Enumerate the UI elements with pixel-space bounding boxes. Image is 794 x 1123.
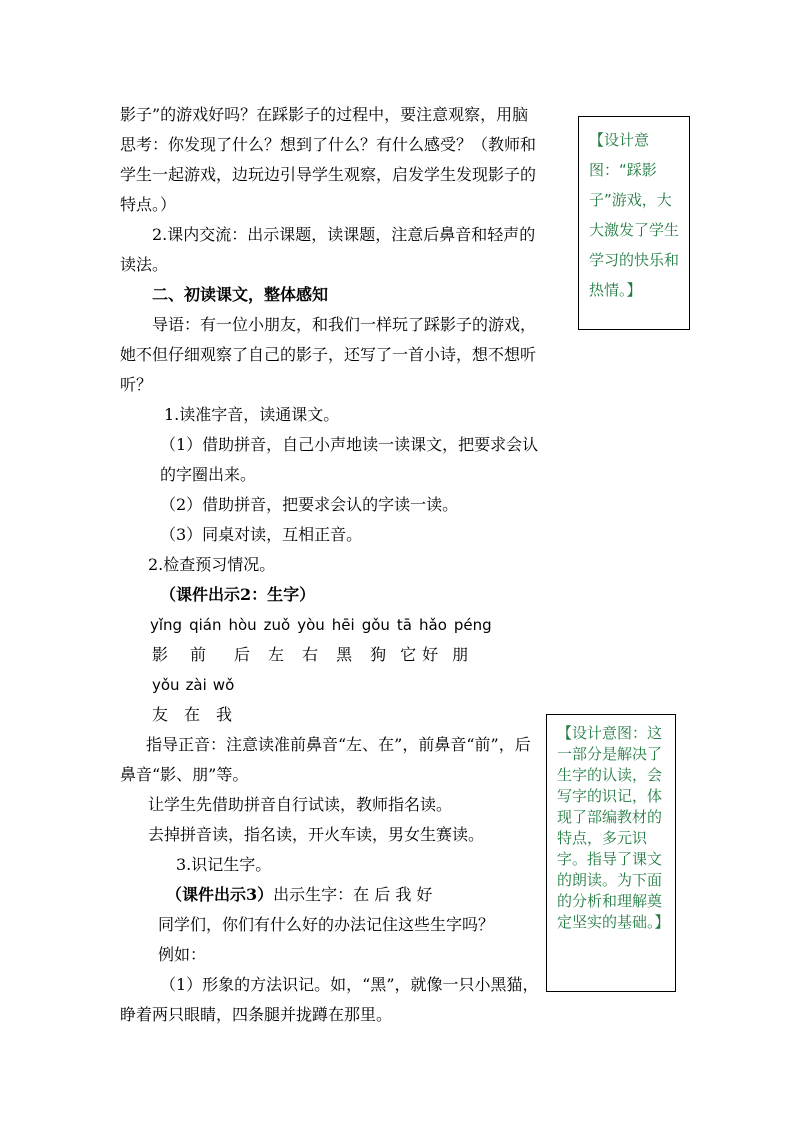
paragraph-read-without-pinyin: 去掉拼音读，指名读，开火车读，男女生赛读。 <box>148 825 485 844</box>
character: 在 <box>184 705 201 724</box>
pinyin: hòu <box>228 616 257 634</box>
pinyin: qián <box>189 616 222 634</box>
paragraph-example: 例如： <box>158 945 207 964</box>
pinyin: yǒu <box>152 676 180 694</box>
pinyin: zuǒ <box>263 616 291 634</box>
character: 后 <box>234 645 251 664</box>
step-2: （2）借助拼音，把要求会认的字读一读。 <box>160 495 459 514</box>
char-row-1 <box>120 640 540 670</box>
character: 朋 <box>452 645 469 664</box>
step-3: （3）同桌对读，互相正音。 <box>160 525 363 544</box>
pinyin: zài <box>185 676 207 694</box>
step-1: （1）借助拼音，自己小声地读一读课文，把要求会认的字圈出来。 <box>160 435 539 484</box>
character: 黑 <box>336 645 353 664</box>
character: 前 <box>190 645 207 664</box>
step-read-pronunciation: 1.读准字音，读通课文。 <box>164 405 340 424</box>
paragraph-game: 影子”的游戏好吗？在踩影子的过程中，要注意观察，用脑思考：你发现了什么？想到了什么？有什么感受？（教师和学生一起游戏，边玩边引导学生观察，启发学生发现影子的特点。） <box>120 105 537 214</box>
character: 影 <box>152 645 169 664</box>
paragraph-method-1: （1）形象的方法识记。如，“黑”，就像一只小黑猫，睁着两只眼睛，四条腿并拢蹲在那里。 <box>120 975 539 1024</box>
paragraph-intro: 导语：有一位小朋友，和我们一样玩了踩影子的游戏，她不但仔细观察了自己的影子，还写了一首小诗，想不想听听？ <box>120 315 537 394</box>
design-intent-text-1: 【设计意图：“踩影子”游戏，大大激发了学生学习的快乐和热情。】 <box>589 131 680 299</box>
courseware-2: （课件出示2：生字） <box>160 585 316 604</box>
design-intent-box-1 <box>578 116 690 330</box>
lesson-text <box>120 100 540 1030</box>
step-memorize: 3.识记生字。 <box>176 855 272 874</box>
character: 左 <box>268 645 285 664</box>
character: 好 <box>422 645 439 664</box>
pinyin-row-1 <box>120 610 540 640</box>
courseware-3 <box>120 880 540 910</box>
courseware-3-label: （课件出示3） <box>166 885 274 904</box>
paragraph-class-exchange: 2.课内交流：出示课题，读课题，注意后鼻音和轻声的读法。 <box>120 225 536 274</box>
character: 友 <box>152 705 169 724</box>
character: 狗 <box>370 645 387 664</box>
courseware-3-content: 出示生字：在 后 我 好 <box>273 885 433 904</box>
section-heading: 二、初读课文，整体感知 <box>152 285 329 304</box>
pinyin: hǎo <box>419 616 447 634</box>
paragraph-pronunciation: 指导正音：注意读准前鼻音“左、在”，前鼻音“前”，后鼻音“影、朋”等。 <box>120 735 531 784</box>
pinyin-row-2 <box>120 670 540 700</box>
pinyin: péng <box>453 616 492 634</box>
char-row-2 <box>120 700 540 730</box>
pinyin: hēi <box>331 616 355 634</box>
pinyin: yǐng <box>150 616 183 634</box>
paragraph-question: 同学们，你们有什么好的办法记住这些生字吗？ <box>158 915 495 934</box>
design-intent-text-2: 【设计意图：这一部分是解决了生字的认读，会写字的识记，体现了部编教材的特点，多元识字。指导了课文的朗读。为下面的分析和理解奠定坚实的基础。】 <box>557 724 670 931</box>
pinyin: wǒ <box>212 676 235 694</box>
step-check-preview: 2.检查预习情况。 <box>148 555 276 574</box>
paragraph-try-read: 让学生先借助拼音自行试读，教师指名读。 <box>148 795 453 814</box>
pinyin: yòu <box>297 616 325 634</box>
design-intent-box-2 <box>546 714 676 992</box>
character: 它 <box>400 645 417 664</box>
character: 我 <box>216 705 233 724</box>
character: 右 <box>302 645 319 664</box>
pinyin: gǒu <box>361 616 390 634</box>
pinyin: tā <box>396 616 412 634</box>
